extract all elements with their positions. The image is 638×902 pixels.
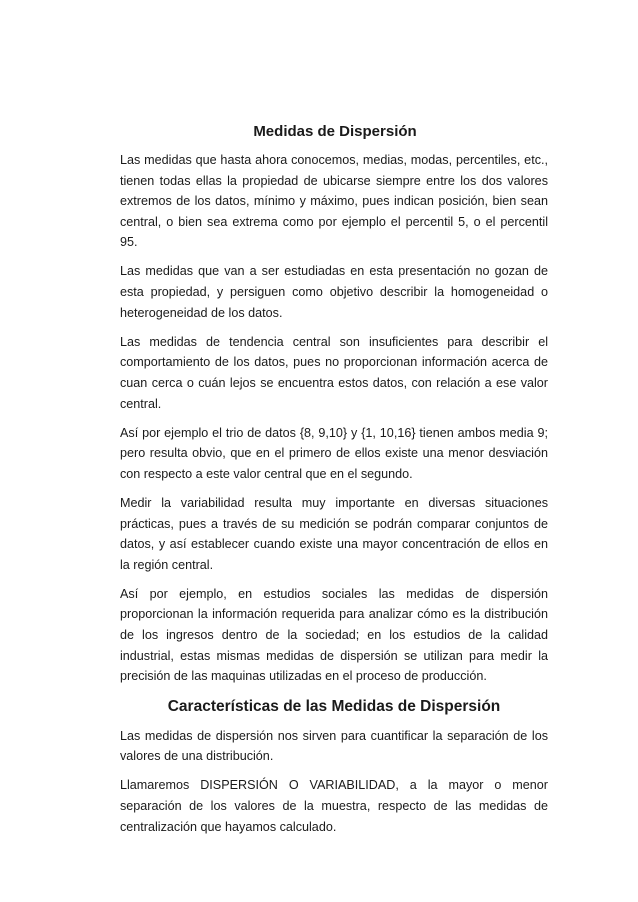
paragraph-variability: Medir la variabilidad resulta muy importante en diversas situaciones prácticas, pues a través de su medición se podrán comparar conjuntos de datos, y así establecer cuando existe una mayor concentración de ellos en la región central. [120,495,548,572]
paragraph-dispersion: Llamaremos DISPERSIÓN O VARIABILIDAD, a la mayor o menor separación de los valores de la muestra, respecto de las medidas de centralización que hayamos calculado. [120,778,548,834]
document-body [120,122,548,846]
paragraph-purpose: Las medidas que van a ser estudiadas en esta presentación no gozan de esta propiedad, y persiguen como objetivo describir la homogeneidad o heterogeneidad de los datos. [120,264,548,320]
paragraph-example-data: Así por ejemplo el trio de datos {8, 9,10} y {1, 10,16} tienen ambos media 9; pero resulta obvio, que en el primero de ellos existe una menor desviación con respecto a este valor central que en el segundo. [120,425,548,481]
paragraph-applications: Así por ejemplo, en estudios sociales las medidas de dispersión proporcionan la información requerida para analizar cómo es la distribución de los ingresos dentro de la sociedad; en los estudios de la calidad industrial, estas mismas medidas de dispersión se utilizan para medir la precisión de las maquinas utilizadas en el proceso de producción. [120,586,548,684]
paragraph-central-tendency: Las medidas de tendencia central son insuficientes para describir el comportamiento de los datos, pues no proporcionan información acerca de cuan cerca o cuán lejos se encuentra estos datos, con relación a ese valor central. [120,334,548,411]
paragraph-intro: Las medidas que hasta ahora conocemos, medias, modas, percentiles, etc., tienen todas ellas la propiedad de ubicarse siempre entre los dos valores extremos de los datos, mínimo y máximo, pues indican posición, bien sean central, o bien sea extrema como por ejemplo el percentil 5, o el percentil 95. [120,153,548,250]
document-title: Medidas de Dispersión [253,123,417,140]
section-subtitle: Características de las Medidas de Dispersión [167,697,501,715]
paragraph-definition: Las medidas de dispersión nos sirven para cuantificar la separación de los valores de una distribución. [120,728,548,764]
